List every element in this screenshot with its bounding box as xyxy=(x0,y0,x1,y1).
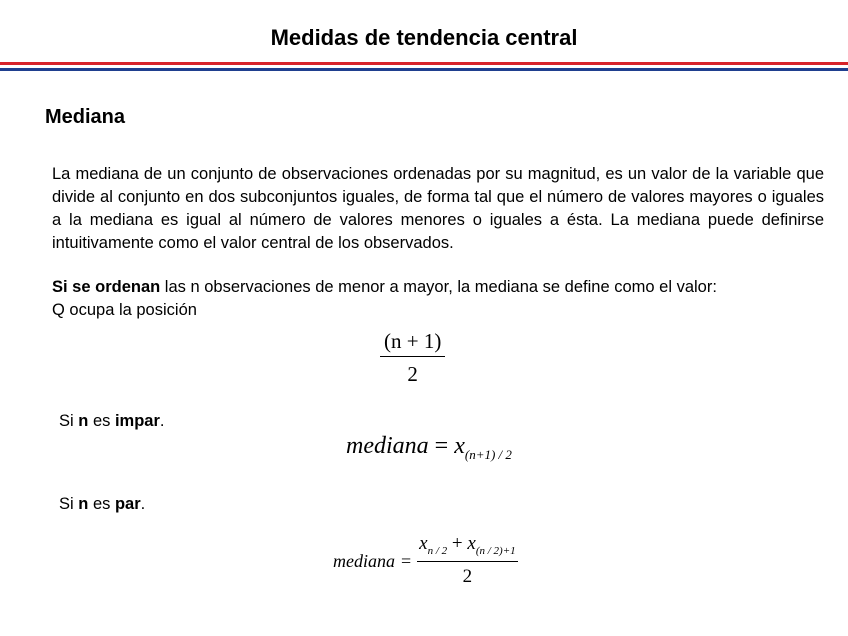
position-numerator-text: (n + 1) xyxy=(384,329,442,353)
ordering-line2: Q ocupa la posición xyxy=(52,301,197,319)
even-formula-lhs: mediana xyxy=(333,550,395,571)
case-even-suffix: . xyxy=(140,495,146,513)
header-rule-blue xyxy=(0,68,848,71)
case-odd-suffix: . xyxy=(159,412,165,430)
position-numerator xyxy=(380,328,445,357)
position-formula xyxy=(380,328,445,389)
case-odd-kind: impar xyxy=(114,412,160,430)
case-odd-middle: es xyxy=(88,412,115,430)
section-heading: Mediana xyxy=(45,106,126,128)
odd-formula-sub: (n+1) / 2 xyxy=(464,447,512,462)
case-even-prefix: Si xyxy=(59,495,79,513)
even-plus: + xyxy=(447,533,468,554)
ordering-paragraph xyxy=(52,276,824,322)
case-even-var: n xyxy=(78,495,89,513)
position-denominator: 2 xyxy=(407,362,418,386)
header-rule-red xyxy=(0,62,848,65)
even-term2-x: x xyxy=(467,533,476,554)
even-median-formula xyxy=(333,532,518,590)
even-term1-sub: n / 2 xyxy=(427,545,448,557)
odd-median-formula xyxy=(346,430,512,465)
case-odd-label xyxy=(59,410,165,432)
even-term2-sub: (n / 2)+1 xyxy=(475,545,516,557)
case-odd-var: n xyxy=(78,412,89,430)
definition-paragraph: La mediana de un conjunto de observaciones ordenadas por su magnitud, es un valor de la variable que divide al conjunto en dos subconjuntos iguales, de forma tal que el número de valores mayores o iguales a la mediana es igual al número de valores menores o iguales a ésta. La mediana puede definirse intuitivamente como el valor central de los observados. xyxy=(52,165,824,252)
even-formula-fraction xyxy=(417,532,517,590)
ordering-line1-rest: las n observaciones de menor a mayor, la mediana se define como el valor: xyxy=(160,278,717,296)
case-even-middle: es xyxy=(88,495,115,513)
case-even-label xyxy=(59,493,145,515)
ordering-lead-bold: Si se ordenan xyxy=(52,278,161,296)
odd-formula-lhs: mediana xyxy=(346,433,429,459)
odd-formula-eq: = xyxy=(428,433,455,459)
even-formula-numerator xyxy=(417,532,517,562)
odd-formula-x: x xyxy=(454,433,465,459)
even-formula-denominator: 2 xyxy=(462,566,473,587)
case-odd-prefix: Si xyxy=(59,412,79,430)
even-term1-x: x xyxy=(419,533,428,554)
case-even-kind: par xyxy=(114,495,141,513)
even-formula-eq: = xyxy=(401,550,412,571)
slide-title: Medidas de tendencia central xyxy=(270,25,578,50)
